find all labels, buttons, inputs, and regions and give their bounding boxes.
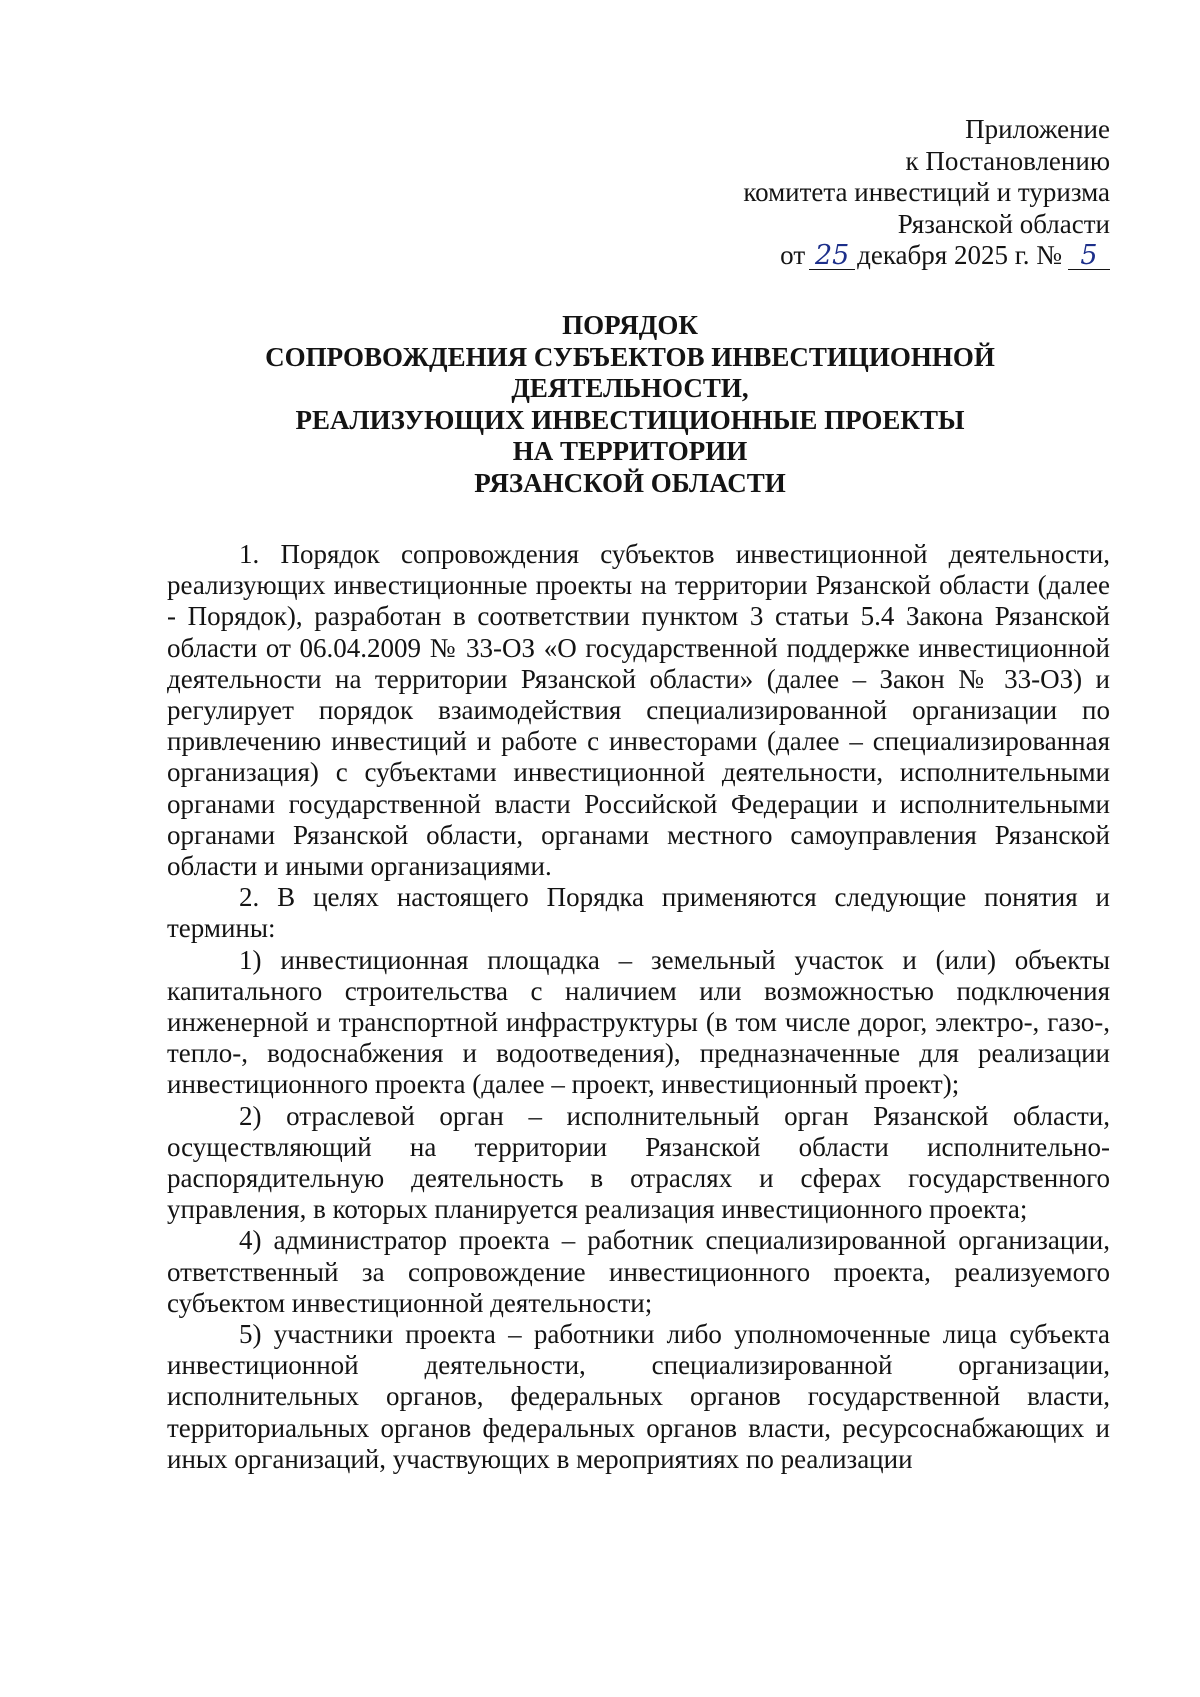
paragraph-1: 1. Порядок сопровождения субъектов инвестиционной деятельности, реализующих инвестиционные проекты на территории Рязанской области (далее - Порядок), разработан в соответствии пунктом 3 статьи 5.4 Закона Рязанской области от 06.04.2009 № 33-ОЗ «О государственной поддержке инвестиционной деятельности на территории Рязанской области» (далее – Закон № 33-ОЗ) и регулирует порядок взаимодействия специализированной организации по привлечению инвестиций и работе с инвесторами (далее – специализированная организация) с субъектами инвестиционной деятельности, исполнительными органами государственной власти Российской Федерации и исполнительными органами Рязанской области, органами местного самоуправления Рязанской области и иными организациями.: [167, 539, 1110, 882]
appendix-line: комитета инвестиций и туризма: [743, 177, 1110, 207]
handwritten-number: 5: [1068, 243, 1110, 270]
date-rest: декабря 2025 г. №: [857, 240, 1062, 270]
definition-item-4: 4) администратор проекта – работник специализированной организации, ответственный за сопровождение инвестиционного проекта, реализуемого субъектом инвестиционной деятельности;: [167, 1225, 1110, 1318]
appendix-line: к Постановлению: [905, 145, 1110, 176]
appendix-date-line: [743, 240, 1110, 272]
title-line: РЯЗАНСКОЙ ОБЛАСТИ: [474, 467, 786, 498]
definition-item-5: 5) участники проекта – работники либо уполномоченные лица субъекта инвестиционной деятельности, специализированной организации, исполнительных органов, федеральных органов государственной власти, территориальных органов федеральных органов власти, ресурсоснабжающих и иных организаций, участвующих в мероприятиях по реализации: [167, 1319, 1110, 1474]
handwritten-day: 25: [809, 243, 855, 270]
document-body: [167, 539, 1110, 1475]
appendix-line: Рязанской области: [897, 208, 1110, 239]
title-line: РЕАЛИЗУЮЩИХ ИНВЕСТИЦИОННЫЕ ПРОЕКТЫ: [295, 404, 965, 435]
definition-item-1: 1) инвестиционная площадка – земельный участок и (или) объекты капитального строительства с наличием или возможностью подключения инженерной и транспортной инфраструктуры (в том числе дорог, электро-, газо-, тепло-, водоснабжения и водоотведения), предназначенные для реализации инвестиционного проекта (далее – проект, инвестиционный проект);: [167, 944, 1110, 1100]
title-line: СОПРОВОЖДЕНИЯ СУБЪЕКТОВ ИНВЕСТИЦИОННОЙ: [265, 341, 995, 372]
title-line: ПОРЯДОК: [562, 310, 698, 340]
paragraph-2: 2. В целях настоящего Порядка применяются следующие понятия и термины:: [167, 882, 1110, 944]
definition-item-2: 2) отраслевой орган – исполнительный орган Рязанской области, осуществляющий на территории Рязанской области исполнительно-распорядительную деятельность в отраслях и сферах государственного управления, в которых планируется реализация инвестиционного проекта;: [167, 1100, 1110, 1225]
appendix-header: [743, 114, 1110, 272]
date-prefix: от: [780, 240, 806, 270]
title-line: НА ТЕРРИТОРИИ: [512, 436, 748, 466]
appendix-line: Приложение: [965, 114, 1110, 144]
title-line: ДЕЯТЕЛЬНОСТИ,: [511, 373, 749, 403]
document-title: [150, 310, 1110, 499]
